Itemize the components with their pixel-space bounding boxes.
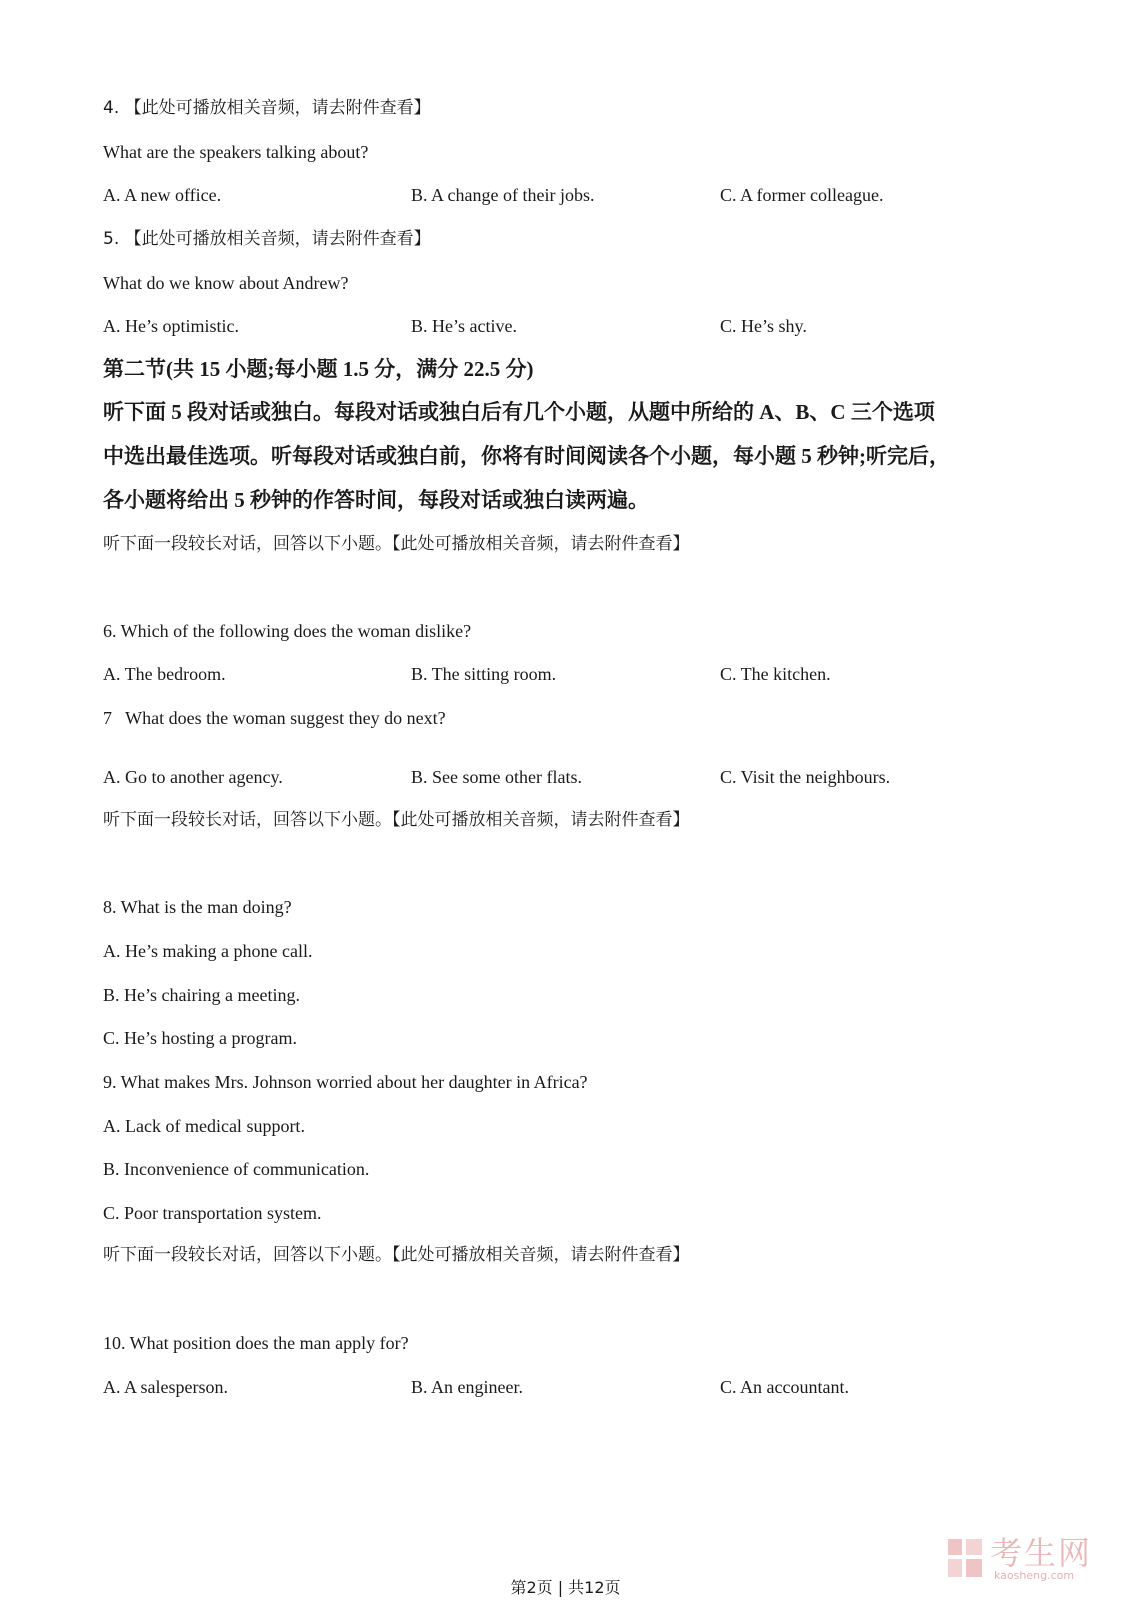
listen-prompt-2: 听下面一段较长对话，回答以下小题。【此处可播放相关音频，请去附件查看】 bbox=[103, 810, 690, 830]
page-footer: 第2页 | 共12页 bbox=[510, 1578, 621, 1597]
q7-option-c: C. Visit the neighbours. bbox=[720, 767, 891, 787]
q6-option-b: B. The sitting room. bbox=[411, 664, 557, 684]
section-instructions-line-2: 中选出最佳选项。听每段对话或独白前，你将有时间阅读各个小题，每小题 5 秒钟;听完后， bbox=[103, 444, 950, 468]
q9-option-c: C. Poor transportation system. bbox=[103, 1203, 322, 1223]
q6-question: 6. Which of the following does the woman dislike? bbox=[103, 621, 472, 641]
q7-option-a: A. Go to another agency. bbox=[103, 767, 283, 787]
section-instructions-line-1: 听下面 5 段对话或独白。每段对话或独白后有几个小题，从题中所给的 A、B、C 三个选项 bbox=[103, 400, 935, 424]
q4-title: 4. 【此处可播放相关音频，请去附件查看】 bbox=[103, 98, 431, 118]
q8-question: 8. What is the man doing? bbox=[103, 897, 292, 917]
listen-prompt-1: 听下面一段较长对话，回答以下小题。【此处可播放相关音频，请去附件查看】 bbox=[103, 534, 690, 554]
q8-option-b: B. He’s chairing a meeting. bbox=[103, 985, 300, 1005]
q5-question: What do we know about Andrew? bbox=[103, 273, 349, 293]
q4-question: What are the speakers talking about? bbox=[103, 142, 369, 162]
q5-option-c: C. He’s shy. bbox=[720, 316, 807, 336]
q9-question: 9. What makes Mrs. Johnson worried about her daughter in Africa? bbox=[103, 1072, 588, 1092]
q6-option-c: C. The kitchen. bbox=[720, 664, 831, 684]
q8-option-a: A. He’s making a phone call. bbox=[103, 941, 313, 961]
q4-option-c: C. A former colleague. bbox=[720, 185, 884, 205]
q10-option-c: C. An accountant. bbox=[720, 1377, 849, 1397]
listen-prompt-3: 听下面一段较长对话，回答以下小题。【此处可播放相关音频，请去附件查看】 bbox=[103, 1245, 690, 1265]
kaosheng-logo-icon bbox=[946, 1537, 984, 1579]
q5-title: 5. 【此处可播放相关音频，请去附件查看】 bbox=[103, 229, 431, 249]
q10-option-a: A. A salesperson. bbox=[103, 1377, 228, 1397]
q5-option-b: B. He’s active. bbox=[411, 316, 517, 336]
watermark-url: kaosheng.com bbox=[994, 1569, 1075, 1582]
q10-option-b: B. An engineer. bbox=[411, 1377, 523, 1397]
q7-option-b: B. See some other flats. bbox=[411, 767, 582, 787]
q7-question: 7 What does the woman suggest they do next? bbox=[103, 708, 446, 728]
q9-option-a: A. Lack of medical support. bbox=[103, 1116, 305, 1136]
q10-question: 10. What position does the man apply for? bbox=[103, 1333, 409, 1353]
section-instructions-line-3: 各小题将给出 5 秒钟的作答时间，每段对话或独白读两遍。 bbox=[103, 488, 649, 512]
q9-option-b: B. Inconvenience of communication. bbox=[103, 1159, 370, 1179]
section-heading: 第二节(共 15 小题;每小题 1.5 分，满分 22.5 分) bbox=[103, 357, 534, 381]
q4-option-a: A. A new office. bbox=[103, 185, 222, 205]
q8-option-c: C. He’s hosting a program. bbox=[103, 1028, 297, 1048]
watermark-name: 考生网 bbox=[990, 1534, 1093, 1572]
q6-option-a: A. The bedroom. bbox=[103, 664, 226, 684]
q4-option-b: B. A change of their jobs. bbox=[411, 185, 595, 205]
q5-option-a: A. He’s optimistic. bbox=[103, 316, 239, 336]
